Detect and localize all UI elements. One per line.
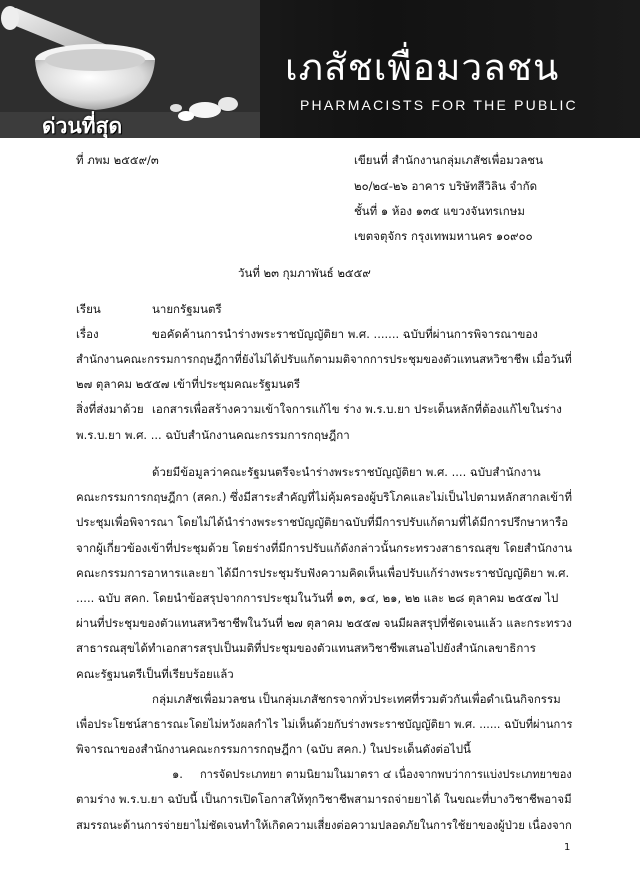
paragraph-line: จากผู้เกี่ยวข้องเข้าที่ประชุมด้วย โดยร่างที่มีการปรับแก้ดังกล่าวนั้นกระทรวงสาธารณสุข โดยสำนักงาน — [76, 541, 572, 555]
page-number: 1 — [564, 842, 571, 853]
urgency-label: ด่วนที่สุด — [42, 114, 123, 138]
list-item-number: ๑. — [172, 767, 183, 781]
list-item-line: สมรรถนะด้านการจ่ายยาไม่ชัดเจนทำให้เกิดความเสี่ยงต่อความปลอดภัยในการใช้ยาของผู้ป่วย เนื่องจาก — [76, 818, 572, 832]
org-name-thai: เภสัชเพื่อมวลชน — [285, 46, 560, 89]
letter-body — [0, 138, 640, 891]
subject-line: ๒๗ ตุลาคม ๒๕๕๗ เข้าที่ประชุมคณะรัฐมนตรี — [76, 377, 301, 391]
sender-address-line: ชั้นที่ ๑ ห้อง ๑๓๕ แขวงจันทรเกษม — [354, 204, 525, 218]
sender-address-line: เขตจตุจักร กรุงเทพมหานคร ๑๐๙๐๐ — [354, 229, 533, 243]
subject-line: ขอคัดค้านการนำร่างพระราชบัญญัติยา พ.ศ. ....... ฉบับที่ผ่านการพิจารณาของ — [152, 327, 538, 341]
list-item-line: การจัดประเภทยา ตามนิยามในมาตรา ๔ เนื่องจากพบว่าการแบ่งประเภทยาของ — [200, 767, 572, 781]
list-item-line: ตามร่าง พ.ร.บ.ยา ฉบับนี้ เป็นการเปิดโอกาสให้ทุกวิชาชีพสามารถจ่ายยาได้ ในขณะที่บางวิชาชีพอาจมี — [76, 792, 572, 806]
paragraph-line: พิจารณาของสำนักงานคณะกรรมการกฤษฎีกา (ฉบับ สคก.) ในประเด็นดังต่อไปนี้ — [76, 742, 471, 756]
sender-address-line: ๒๐/๒๔-๒๖ อาคาร บริษัทสีวิลิน จำกัด — [354, 179, 538, 193]
subject-line: สำนักงานคณะกรรมการกฤษฎีกาที่ยังไม่ได้ปรับแก้ตามมติจากการประชุมของตัวแทนสหวิชาชีพ เมื่อวันที่ — [76, 352, 572, 366]
paragraph-line: เพื่อประโยชน์สาธารณะโดยไม่หวังผลกำไร ไม่เห็นด้วยกับร่างพระราชบัญญัติยา พ.ศ. ...... ฉบับที่ผ่านการ — [76, 717, 573, 731]
mortar-and-pestle-icon — [0, 0, 260, 138]
paragraph-line: สาธารณสุขได้ทำเอกสารสรุปเป็นมติที่ประชุมของตัวแทนสหวิชาชีพเสนอไปยังสำนักเลขาธิการ — [76, 641, 536, 655]
recipient-label: เรียน — [76, 302, 101, 316]
paragraph-line: กลุ่มเภสัชเพื่อมวลชน เป็นกลุ่มเภสัชกรจากทั่วประเทศที่รวมตัวกันเพื่อดำเนินกิจกรรม — [152, 692, 561, 706]
recipient-name: นายกรัฐมนตรี — [152, 302, 222, 316]
paragraph-line: ..... ฉบับ สคก. โดยนำข้อสรุปจากการประชุมในวันที่ ๑๓, ๑๔, ๒๑, ๒๒ และ ๒๘ ตุลาคม ๒๕๕๗ ไป — [76, 591, 559, 605]
sender-address-line: เขียนที่ สำนักงานกลุ่มเภสัชเพื่อมวลชน — [354, 153, 543, 167]
letter-date: วันที่ ๒๓ กุมภาพันธ์ ๒๕๕๙ — [238, 266, 371, 280]
paragraph-line: คณะกรรมการอาหารและยา ได้มีการประชุมรับฟังความคิดเห็นเพื่อปรับแก้ร่างพระราชบัญญัติยา พ.ศ. — [76, 566, 570, 580]
subject-label: เรื่อง — [76, 327, 99, 341]
org-name-english: PHARMACISTS FOR THE PUBLIC — [300, 97, 578, 113]
paragraph-line: ประชุมเพื่อพิจารณา โดยไม่ได้นำร่างพระราชบัญญัติยาฉบับที่มีการปรับแก้ตามที่ได้มีการปรึกษาหารือ — [76, 515, 569, 529]
paragraph-line: ด้วยมีข้อมูลว่าคณะรัฐมนตรีจะนำร่างพระราชบัญญัติยา พ.ศ. .... ฉบับสำนักงาน — [152, 465, 541, 479]
paragraph-line: คณะกรรมการกฤษฎีกา (สคก.) ซึ่งมีสาระสำคัญที่ไม่คุ้มครองผู้บริโภคและไม่เป็นไปตามหลักสากลเข้าที่ — [76, 490, 572, 504]
enclosure-line: พ.ร.บ.ยา พ.ศ. ... ฉบับสำนักงานคณะกรรมการกฤษฎีกา — [76, 428, 350, 442]
reference-number: ที่ ภพม ๒๕๕๙/๓ — [76, 153, 159, 167]
paragraph-line: ผ่านที่ประชุมของตัวแทนสหวิชาชีพในวันที่ ๒๗ ตุลาคม ๒๕๕๗ จนมีผลสรุปที่ชัดเจนแล้ว และกระทรวง — [76, 616, 572, 630]
enclosure-line: เอกสารเพื่อสร้างความเข้าใจการแก้ไข ร่าง พ.ร.บ.ยา ประเด็นหลักที่ต้องแก้ไขในร่าง — [152, 402, 562, 416]
letterhead-banner — [0, 0, 640, 138]
enclosure-label: สิ่งที่ส่งมาด้วย — [76, 402, 144, 416]
paragraph-line: คณะรัฐมนตรีเป็นที่เรียบร้อยแล้ว — [76, 667, 234, 681]
